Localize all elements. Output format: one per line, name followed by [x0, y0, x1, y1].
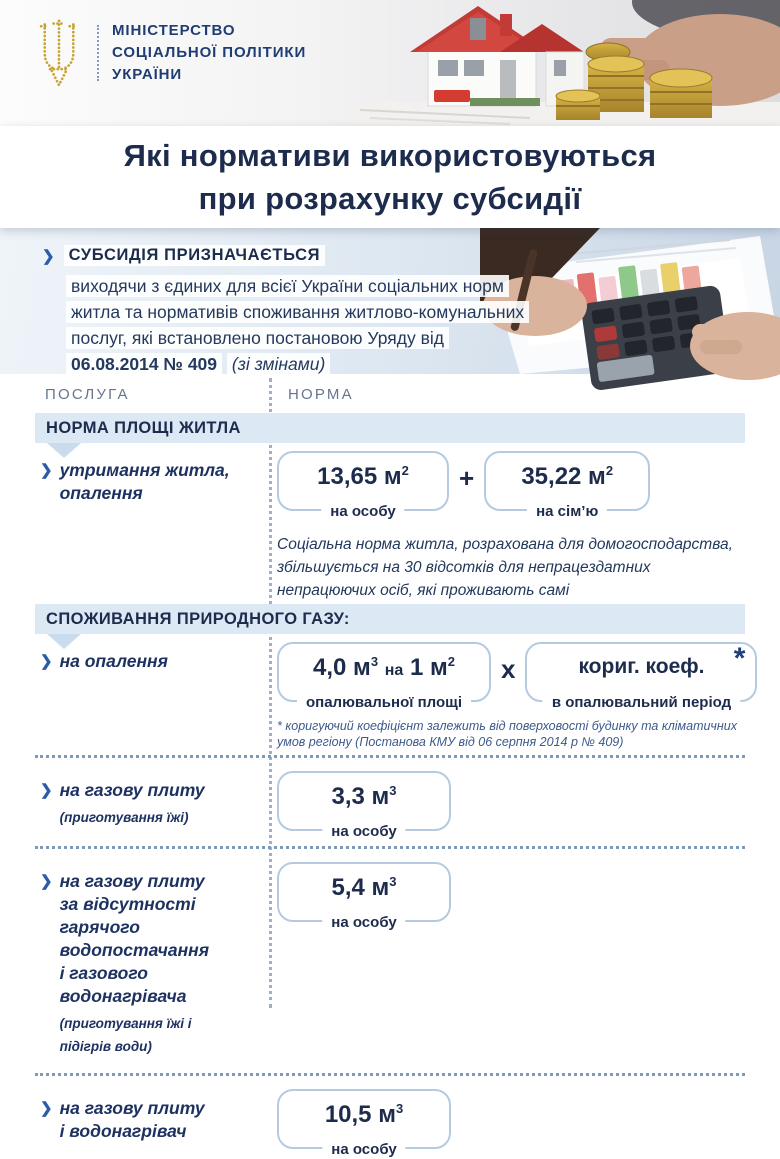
ministry-name-line: СОЦІАЛЬНОЇ ПОЛІТИКИ [112, 44, 307, 61]
value-box [277, 771, 451, 840]
multiply-operator: х [501, 654, 516, 684]
page-title-line1: Які нормативи використовуються [123, 138, 657, 173]
section-header-housing [35, 413, 745, 443]
value-box-caption: на сім’ю [527, 503, 607, 520]
housing-norm-note: Соціальна норма житла, розрахована для домогосподарства, збільшується на 30 відсотків для непрацездатних непрацюючих осіб, які проживають самі [277, 536, 733, 599]
table-row-gas-stove-no-hot-water [0, 854, 780, 1068]
page-title [124, 134, 657, 220]
table-row-gas-heating [0, 634, 780, 750]
coefficient-label: кориг. коеф. [578, 655, 705, 678]
value-box [277, 1089, 451, 1158]
norms-table [0, 374, 780, 1159]
section-pointer [47, 443, 81, 458]
norm-value: 10,5 м [324, 1101, 396, 1128]
value-box-caption: на особу [321, 503, 404, 520]
chevron-right-icon: ❯ [42, 247, 55, 265]
logo-divider [97, 25, 99, 81]
chevron-right-icon: ❯ [40, 873, 53, 890]
norm-unit-power: 2 [605, 463, 614, 478]
norm-unit-power: 3 [389, 874, 397, 889]
chevron-right-icon: ❯ [40, 653, 53, 670]
plus-operator: + [459, 463, 475, 493]
section-pointer [47, 634, 81, 649]
intro-heading: СУБСИДІЯ ПРИЗНАЧАЄТЬСЯ [64, 245, 326, 266]
chevron-right-icon: ❯ [40, 782, 53, 799]
norm-unit-power: 3 [389, 783, 397, 798]
column-header-service: ПОСЛУГА [45, 386, 130, 403]
value-box-coefficient [525, 642, 757, 711]
norm-unit-power: 2 [401, 463, 409, 478]
value-box-caption: на особу [322, 1141, 405, 1158]
asterisk-icon: * [733, 642, 746, 675]
table-row-housing [0, 443, 780, 602]
coefficient-footnote: * коригуючий коефіцієнт залежить від поверховості будинку та кліматичних умов регіону (Постанова КМУ від 06 серпня 2014 р № 409) [277, 719, 737, 749]
column-headers [0, 382, 780, 411]
value-box-caption: на особу [322, 914, 405, 931]
norm-unit-power: 3 [395, 1101, 404, 1116]
ministry-name-line: УКРАЇНИ [112, 66, 183, 83]
intro-amendments-note: (зі змінами) [227, 353, 330, 375]
row-separator [35, 1073, 745, 1076]
trident-icon [34, 16, 84, 90]
norm-unit-power: 3 [370, 654, 379, 669]
chevron-right-icon: ❯ [40, 462, 53, 479]
row-label [60, 1097, 205, 1143]
table-row-gas-stove [0, 763, 780, 841]
row-label-line: на газову плиту [59, 780, 205, 800]
value-box-caption: в опалювальний період [543, 694, 740, 711]
row-sublabel: (приготування їжі) [59, 810, 189, 825]
chevron-right-icon: ❯ [40, 1100, 53, 1117]
page-title-line2: при розрахунку субсидії [198, 181, 582, 216]
table-row-gas-stove-heater [0, 1081, 780, 1159]
section-title: НОРМА ПЛОЩІ ЖИТЛА [46, 418, 241, 437]
row-label-line: і водонагрівач [59, 1121, 187, 1141]
row-label-line: за відсутності гарячого [59, 894, 196, 937]
ministry-name-line: МІНІСТЕРСТВО [112, 22, 236, 39]
row-label-line: і газового водонагрівача [59, 963, 187, 1006]
row-label [60, 779, 205, 829]
row-sublabel: (приготування їжі і підігрів води) [59, 1016, 192, 1054]
column-header-norm: НОРМА [288, 386, 354, 403]
intro-body [66, 273, 532, 377]
ministry-logo-block [34, 16, 306, 90]
value-box-per-family [484, 451, 650, 520]
value-box [277, 862, 451, 931]
intro-text-block [42, 245, 534, 377]
section-title: СПОЖИВАННЯ ПРИРОДНОГО ГАЗУ: [46, 609, 350, 628]
ministry-name [112, 20, 306, 86]
header-photo-band [0, 0, 780, 126]
row-label-line: утримання житла, [59, 460, 230, 480]
value-box-gas-rate [277, 642, 491, 711]
norm-value: 1 м [409, 654, 448, 681]
section-header-gas [35, 604, 745, 634]
norm-value-mid: на [384, 662, 404, 679]
norm-unit-power: 2 [447, 654, 455, 669]
row-label-line: на газову плиту [59, 871, 205, 891]
value-box-caption: опалювальної площі [297, 694, 471, 711]
row-label-line: на газову плиту [59, 1098, 205, 1118]
value-box-caption: на особу [322, 823, 405, 840]
row-label-line: опалення [59, 483, 143, 503]
intro-body-text: виходячи з єдиних для всієї України соціальних норм житла та нормативів споживання житлово-комунальних послуг, які встановлено постановою Уряду від [66, 275, 529, 349]
intro-section [0, 228, 780, 374]
norm-value: 13,65 м [317, 463, 402, 490]
row-label [60, 870, 232, 1058]
row-label: на опалення [59, 651, 168, 671]
norm-value: 3,3 м [331, 783, 390, 810]
value-box-per-person [277, 451, 449, 520]
row-label-line: водопостачання [59, 940, 210, 960]
house-coins-photo [350, 0, 780, 126]
intro-decree-number: 06.08.2014 № 409 [66, 353, 222, 375]
row-label [60, 459, 230, 505]
title-band [0, 126, 780, 228]
norm-value: 35,22 м [521, 463, 606, 490]
row-separator [35, 846, 745, 849]
norm-value: 4,0 м [313, 654, 371, 681]
row-separator [35, 755, 745, 758]
norm-value: 5,4 м [331, 874, 390, 901]
